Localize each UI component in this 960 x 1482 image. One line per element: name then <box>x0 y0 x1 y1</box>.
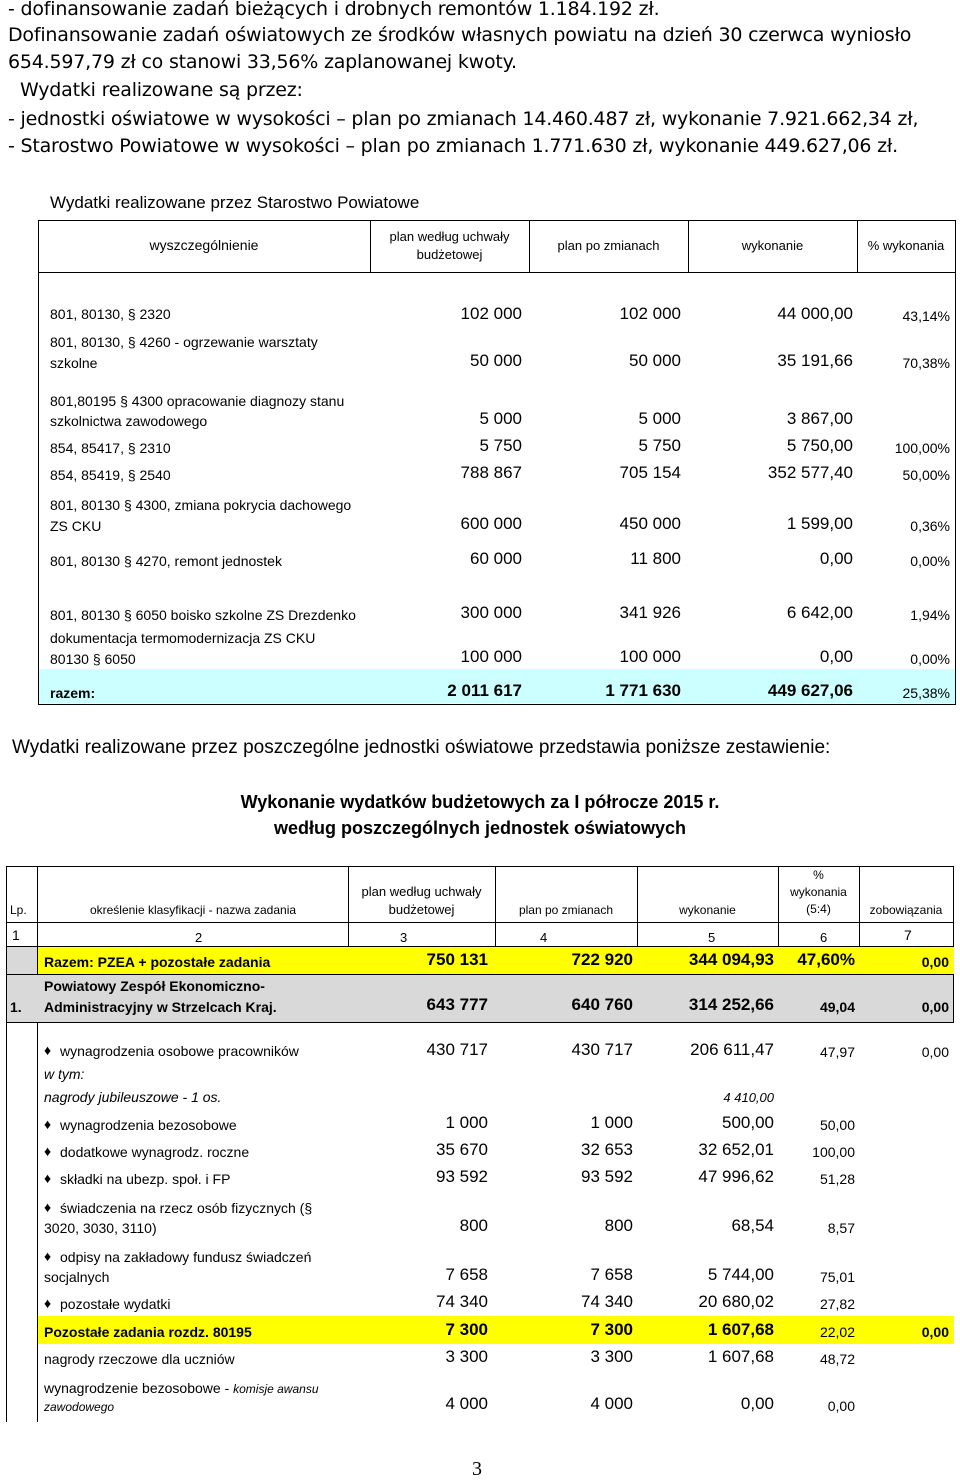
t1-row1-plan: 102 000 <box>460 304 522 323</box>
t1-row6-zm: 450 000 <box>619 514 681 533</box>
t2-unit-lp: 1. <box>10 999 22 1015</box>
t2-bezos-zm: 4 000 <box>590 1394 633 1413</box>
t2-item5-plan: 800 <box>459 1216 488 1235</box>
bullet-icon: ♦ <box>44 1042 52 1058</box>
t1-row3-desc2: szkolnictwa zawodowego <box>50 413 208 429</box>
bullet-icon: ♦ <box>44 1295 52 1311</box>
t2-colnum-3: 3 <box>400 930 408 945</box>
t1-head-plan-a: plan według uchwały <box>389 229 510 244</box>
t1-head-desc: wyszczególnienie <box>149 237 259 253</box>
intro-line-2: Dofinansowanie zadań oświatowych ze środków własnych powiatu na dzień 30 czerwca wyniosło <box>8 24 912 46</box>
t2-item6-zm: 7 658 <box>590 1265 633 1284</box>
t1-row9-desc2: 80130 § 6050 <box>50 651 136 667</box>
t2-unit-plan: 643 777 <box>426 995 488 1014</box>
t2-pozostale-zob: 0,00 <box>921 1324 949 1340</box>
t2-unit-name-2: Administracyjny w Strzelcach Kraj. <box>44 999 277 1015</box>
t2-item6-label-2: socjalnych <box>44 1269 110 1285</box>
t1-row9-pct: 0,00% <box>910 651 950 667</box>
t1-row1-wyk: 44 000,00 <box>777 304 853 323</box>
page-number: 3 <box>472 1458 482 1480</box>
t2-pozostale-plan: 7 300 <box>445 1320 488 1339</box>
t1-row4-pct: 100,00% <box>894 440 950 456</box>
t2-colnum-7: 7 <box>904 927 912 943</box>
t1-row1-pct: 43,14% <box>902 308 950 324</box>
t2-head-plan-a: plan według uchwały <box>361 884 482 899</box>
t1-row8-pct: 1,94% <box>910 607 950 623</box>
t2-razem-plan: 750 131 <box>426 950 488 969</box>
t2-unit-zob: 0,00 <box>921 999 949 1015</box>
intro-line-5: - jednostki oświatowe w wysokości – plan po zmianach 14.460.487 zł, wykonanie 7.921.662,34 zł, <box>8 108 919 130</box>
t2-item1-zm: 430 717 <box>571 1040 633 1059</box>
t1-row7-desc: 801, 80130 § 4270, remont jednostek <box>50 553 282 569</box>
t1-total-label: razem: <box>50 685 96 701</box>
t1-row9-plan: 100 000 <box>460 647 522 666</box>
t2-colnum-4: 4 <box>540 930 548 945</box>
t2-colnum-6: 6 <box>820 930 828 945</box>
intro-line-1: - dofinansowanie zadań bieżących i drobnych remontów 1.184.192 zł. <box>8 0 660 20</box>
t1-row2-zm: 50 000 <box>629 351 681 370</box>
t1-row4-wyk: 5 750,00 <box>786 436 853 455</box>
t2-item7-wyk: 20 680,02 <box>698 1292 774 1311</box>
table1-title: Wydatki realizowane przez Starostwo Powiatowe <box>50 193 420 212</box>
t2-item3-zm: 32 653 <box>581 1140 633 1159</box>
t2-pozostale-wyk: 1 607,68 <box>707 1320 774 1339</box>
t1-row1-desc: 801, 80130, § 2320 <box>50 306 171 322</box>
t2-title-1: Wykonanie wydatków budżetowych za I półrocze 2015 r. <box>240 792 720 812</box>
t1-row9-zm: 100 000 <box>619 647 681 666</box>
t2-razem-lp-band <box>7 947 37 974</box>
t2-head-wyk: wykonanie <box>679 903 736 917</box>
t2-pozostale-label: Pozostałe zadania rozdz. 80195 <box>44 1324 252 1340</box>
t2-item4-wyk: 47 996,62 <box>698 1167 774 1186</box>
t2-razem-zob: 0,00 <box>921 954 949 970</box>
t2-nagrody-wyk: 1 607,68 <box>707 1347 774 1366</box>
t2-unit-pct: 49,04 <box>819 999 855 1015</box>
t2-item7-label: pozostałe wydatki <box>60 1296 171 1312</box>
t2-item2-zm: 1 000 <box>590 1113 633 1132</box>
t2-razem-zm: 722 920 <box>571 950 633 969</box>
t2-wtym-val: 4 410,00 <box>723 1090 774 1105</box>
t2-item2-plan: 1 000 <box>445 1113 488 1132</box>
t1-row7-pct: 0,00% <box>910 553 950 569</box>
t2-title-2: według poszczególnych jednostek oświatowych <box>273 818 687 838</box>
bullet-icon: ♦ <box>44 1170 52 1186</box>
t1-row3-wyk: 3 867,00 <box>786 409 853 428</box>
t1-row6-pct: 0,36% <box>910 518 950 534</box>
t2-bezos-wyk: 0,00 <box>740 1394 774 1413</box>
t2-item3-label: dodatkowe wynagrodz. roczne <box>60 1144 250 1160</box>
t1-row2-desc: 801, 80130, § 4260 - ogrzewanie warsztaty <box>50 334 318 350</box>
t1-row8-wyk: 6 642,00 <box>786 603 853 622</box>
t1-head-changes: plan po zmianach <box>557 238 660 253</box>
t2-item1-zob: 0,00 <box>921 1044 949 1060</box>
bullet-icon: ♦ <box>44 1248 52 1264</box>
t1-total-plan: 2 011 617 <box>447 681 522 700</box>
t2-colnum-2: 2 <box>195 930 203 945</box>
t1-row2-plan: 50 000 <box>470 351 522 370</box>
t2-item3-pct: 100,00 <box>812 1144 855 1160</box>
t2-colnum-5: 5 <box>708 930 716 945</box>
t2-bezos-label-2: zawodowego <box>44 1400 115 1414</box>
t2-wtym-label: w tym: <box>44 1066 85 1082</box>
t2-razem-wyk: 344 094,93 <box>688 950 774 969</box>
t2-nagrody-label: nagrody rzeczowe dla uczniów <box>44 1351 235 1367</box>
t2-item7-pct: 27,82 <box>819 1296 855 1312</box>
t1-row2-wyk: 35 191,66 <box>777 351 853 370</box>
t2-item5-zm: 800 <box>604 1216 633 1235</box>
t2-item7-zm: 74 340 <box>581 1292 633 1311</box>
bullet-icon: ♦ <box>44 1199 52 1215</box>
t2-head-plan-b: budżetowej <box>388 902 455 917</box>
t2-item5-label-2: 3020, 3030, 3110) <box>44 1220 157 1236</box>
t2-bezos-label-italic: komisje awansu <box>233 1382 319 1396</box>
t2-head-zm: plan po zmianach <box>518 903 614 917</box>
t2-colnum-1: 1 <box>12 927 20 943</box>
t1-row8-plan: 300 000 <box>460 603 522 622</box>
t2-item6-plan: 7 658 <box>445 1265 488 1284</box>
t2-bezos-label-main: wynagrodzenie bezosobowe - <box>44 1380 234 1396</box>
t1-row5-wyk: 352 577,40 <box>767 463 853 482</box>
t2-bezos-label <box>44 1380 319 1396</box>
bullet-icon: ♦ <box>44 1116 52 1132</box>
t1-row6-desc: 801, 80130 § 4300, zmiana pokrycia dachowego <box>50 497 352 513</box>
t2-item4-zm: 93 592 <box>581 1167 633 1186</box>
t1-row4-plan: 5 750 <box>479 436 522 455</box>
t2-unit-name-1: Powiatowy Zespół Ekonomiczno- <box>44 978 265 994</box>
t2-item1-label: wynagrodzenia osobowe pracowników <box>60 1043 299 1059</box>
t1-row7-plan: 60 000 <box>470 549 522 568</box>
t1-row5-desc: 854, 85419, § 2540 <box>50 467 171 483</box>
t2-item6-pct: 75,01 <box>819 1269 855 1285</box>
t1-row3-plan: 5 000 <box>479 409 522 428</box>
t1-row6-plan: 600 000 <box>460 514 522 533</box>
t2-head-pct-c: (5:4) <box>806 902 831 916</box>
t2-head-pct-a: % <box>813 868 824 882</box>
intro-line-6: - Starostwo Powiatowe w wysokości – plan po zmianach 1.771.630 zł, wykonanie 449.627,06 zł. <box>8 135 898 157</box>
t1-row8-zm: 341 926 <box>619 603 681 622</box>
t2-item5-pct: 8,57 <box>827 1220 855 1236</box>
t1-row8-desc: 801, 80130 § 6050 boisko szkolne ZS Drezdenko <box>50 607 356 623</box>
t1-row7-wyk: 0,00 <box>819 549 853 568</box>
t1-total-zm: 1 771 630 <box>605 681 681 700</box>
t2-item4-label: składki na ubezp. społ. i FP <box>60 1171 231 1187</box>
t2-item4-plan: 93 592 <box>436 1167 488 1186</box>
between-text: Wydatki realizowane przez poszczególne jednostki oświatowe przedstawia poniższe zestawienie: <box>12 737 831 758</box>
t2-item1-plan: 430 717 <box>426 1040 488 1059</box>
t2-item1-wyk: 206 611,47 <box>690 1040 774 1059</box>
t2-item7-plan: 74 340 <box>436 1292 488 1311</box>
t2-item3-plan: 35 670 <box>436 1140 488 1159</box>
t1-row2-desc2: szkolne <box>50 355 98 371</box>
t2-item6-label: odpisy na zakładowy fundusz świadczeń <box>60 1249 312 1265</box>
intro-line-3: 654.597,79 zł co stanowi 33,56% zaplanowanej kwoty. <box>8 51 517 73</box>
t1-row1-zm: 102 000 <box>619 304 681 323</box>
t2-head-lp: Lp. <box>10 903 27 917</box>
t2-item2-pct: 50,00 <box>819 1117 855 1133</box>
t1-head-exec: wykonanie <box>741 238 804 253</box>
t2-item2-wyk: 500,00 <box>722 1113 774 1132</box>
t2-bezos-plan: 4 000 <box>445 1394 488 1413</box>
t1-row9-wyk: 0,00 <box>819 647 853 666</box>
bullet-icon: ♦ <box>44 1143 52 1159</box>
t2-pozostale-zm: 7 300 <box>590 1320 633 1339</box>
t1-head-plan-b: budżetowej <box>416 247 483 262</box>
t2-item2-label: wynagrodzenia bezosobowe <box>60 1117 237 1133</box>
t1-row3-desc: 801,80195 § 4300 opracowanie diagnozy stanu <box>50 393 345 409</box>
t1-row5-pct: 50,00% <box>902 467 950 483</box>
t2-unit-zm: 640 760 <box>571 995 633 1014</box>
t2-item5-wyk: 68,54 <box>731 1216 774 1235</box>
t2-unit-wyk: 314 252,66 <box>688 995 774 1014</box>
t1-row6-wyk: 1 599,00 <box>786 514 853 533</box>
t1-row9-desc: dokumentacja termomodernizacja ZS CKU <box>50 630 316 646</box>
t1-row3-zm: 5 000 <box>638 409 681 428</box>
t2-item3-wyk: 32 652,01 <box>698 1140 774 1159</box>
t2-razem-pct: 47,60% <box>797 950 855 969</box>
t2-nagrody-zm: 3 300 <box>590 1347 633 1366</box>
t2-item1-pct: 47,97 <box>819 1044 855 1060</box>
t1-total-wyk: 449 627,06 <box>767 681 853 700</box>
t2-nagrody-pct: 48,72 <box>819 1351 855 1367</box>
t1-row5-plan: 788 867 <box>460 463 522 482</box>
t2-nagrody-plan: 3 300 <box>445 1347 488 1366</box>
t2-item5-label: świadczenia na rzecz osób fizycznych (§ <box>60 1200 313 1216</box>
t2-item6-wyk: 5 744,00 <box>707 1265 774 1284</box>
t2-razem-label: Razem: PZEA + pozostałe zadania <box>44 954 271 970</box>
t2-head-nazwa: określenie klasyfikacji - nazwa zadania <box>89 903 297 917</box>
t2-wtym-sub: nagrody jubileuszowe - 1 os. <box>44 1089 222 1105</box>
t1-row6-desc2: ZS CKU <box>50 518 102 534</box>
t2-item4-pct: 51,28 <box>819 1171 855 1187</box>
t2-bezos-pct: 0,00 <box>827 1398 855 1414</box>
t1-row4-desc: 854, 85417, § 2310 <box>50 440 171 456</box>
t1-row2-pct: 70,38% <box>902 355 950 371</box>
intro-line-4: Wydatki realizowane są przez: <box>20 79 303 101</box>
t2-head-zob: zobowiązania <box>869 903 943 917</box>
t1-row4-zm: 5 750 <box>638 436 681 455</box>
t1-total-pct: 25,38% <box>902 685 950 701</box>
t2-head-pct-b: wykonania <box>790 885 847 899</box>
t1-row5-zm: 705 154 <box>619 463 681 482</box>
t2-pozostale-pct: 22,02 <box>819 1324 855 1340</box>
t1-row7-zm: 11 800 <box>630 549 681 568</box>
t1-head-pct: % wykonania <box>867 238 945 253</box>
